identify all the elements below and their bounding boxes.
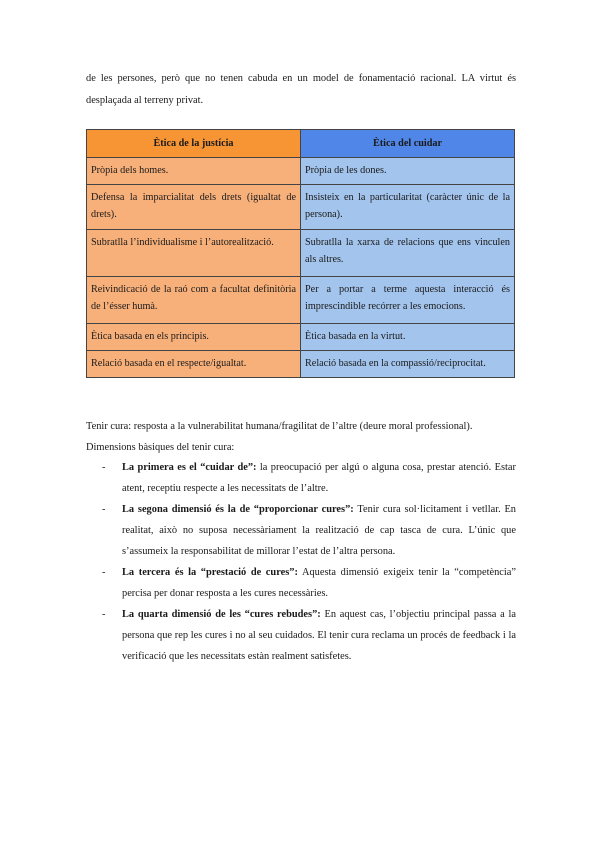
dimension-title: La segona dimensió és la de “proporcionar cures”: <box>122 504 354 515</box>
cell-care: Pròpia de les dones. <box>301 158 515 185</box>
cell-justice: Ètica basada en els principis. <box>87 324 301 351</box>
cell-care: Per a portar a terme aquesta interacció és imprescindible recórrer a les emocions. <box>301 277 515 324</box>
cell-justice: Defensa la imparcialitat dels drets (igualtat de drets). <box>87 185 301 230</box>
list-item <box>86 457 516 499</box>
care-definition-line: Tenir cura: resposta a la vulnerabilitat humana/fragilitat de l’altre (deure moral professional). <box>86 421 473 432</box>
table-row <box>87 277 515 324</box>
cell-care: Relació basada en la compassió/reciprocitat. <box>301 351 515 378</box>
cell-care: Ètica basada en la virtut. <box>301 324 515 351</box>
ethics-comparison-table <box>86 129 515 378</box>
dimension-text: En aquest cas, l’objectiu principal passa a la persona que rep les cures i no al seu cuidados. El tenir cura reclama un procés de feedback i la verificació que les necessitats estàn realment satisfetes. <box>122 609 516 662</box>
list-bullet: - <box>102 462 106 473</box>
care-definition <box>86 416 516 458</box>
table-row <box>87 230 515 277</box>
dimension-text: Tenir cura sol·licitament i vetllar. En realitat, això no suposa necessàriament la realització de cap tasca de cura. L’únic que s’assumeix la responsabilitat de millorar l’estat de l’altra persona. <box>122 504 516 557</box>
list-bullet: - <box>102 504 106 515</box>
table-header-row <box>87 130 515 158</box>
table-row <box>87 324 515 351</box>
list-bullet: - <box>102 609 106 620</box>
dimension-text: la preocupació per algú o alguna cosa, prestar atenció. Estar atent, receptiu respecte a les necessitats de l’altre. <box>122 462 516 494</box>
dimensions-list <box>86 457 516 667</box>
dimensions-heading: Dimensions bàsiques del tenir cura: <box>86 442 235 453</box>
header-care: Ètica del cuidar <box>301 130 515 158</box>
table-row <box>87 158 515 185</box>
cell-care: Insisteix en la particularitat (caràcter únic de la persona). <box>301 185 515 230</box>
dimension-title: La primera es el “cuidar de”: <box>122 462 257 473</box>
dimension-text: Aquesta dimensió exigeix tenir la “competència” percisa per donar resposta a les cures necessàries. <box>122 567 516 599</box>
list-item <box>86 499 516 562</box>
table-row <box>87 185 515 230</box>
cell-justice: Relació basada en el respecte/igualtat. <box>87 351 301 378</box>
cell-justice: Pròpia dels homes. <box>87 158 301 185</box>
dimension-title: La quarta dimensió de les “cures rebudes”: <box>122 609 321 620</box>
cell-justice: Reivindicació de la raó com a facultat definitòria de l’ésser humà. <box>87 277 301 324</box>
cell-justice: Subratlla l’individualisme i l’autorealització. <box>87 230 301 277</box>
list-item <box>86 562 516 604</box>
header-justice: Ètica de la justícia <box>87 130 301 158</box>
list-item <box>86 604 516 667</box>
intro-paragraph: de les persones, però que no tenen cabuda en un model de fonamentació racional. LA virtut és desplaçada al terreny privat. <box>86 73 516 106</box>
table-row <box>87 351 515 378</box>
dimension-title: La tercera és la “prestació de cures”: <box>122 567 298 578</box>
list-bullet: - <box>102 567 106 578</box>
cell-care: Subratlla la xarxa de relacions que ens vinculen als altres. <box>301 230 515 277</box>
